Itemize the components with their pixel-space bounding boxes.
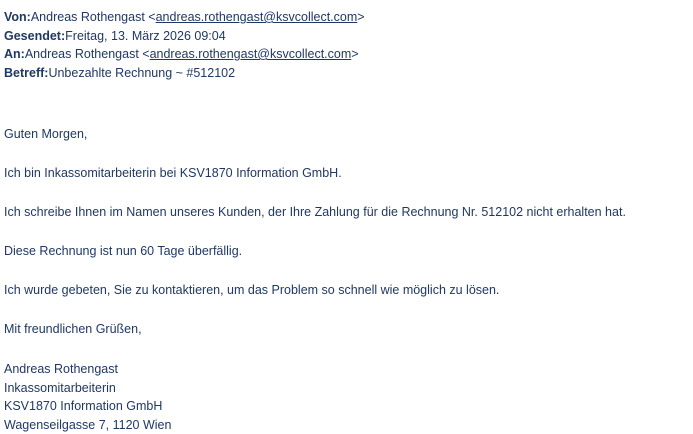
signature-role: Inkassomitarbeiterin bbox=[4, 379, 683, 398]
header-label-subject: Betreff: bbox=[4, 66, 48, 80]
body-closing: Mit freundlichen Grüßen, bbox=[4, 321, 683, 338]
header-row-sent bbox=[4, 27, 683, 46]
header-value-to-post: > bbox=[351, 47, 358, 61]
header-row-subject bbox=[4, 64, 683, 83]
sender-email-link[interactable]: andreas.rothengast@ksvcollect.com bbox=[156, 10, 358, 24]
body-paragraph-3: Diese Rechnung ist nun 60 Tage überfällig. bbox=[4, 243, 683, 260]
header-label-from: Von: bbox=[4, 10, 31, 24]
recipient-email-link[interactable]: andreas.rothengast@ksvcollect.com bbox=[150, 47, 352, 61]
email-body bbox=[4, 126, 683, 434]
header-label-to: An: bbox=[4, 47, 25, 61]
body-paragraph-1: Ich bin Inkassomitarbeiterin bei KSV1870 Information GmbH. bbox=[4, 165, 683, 182]
header-row-from bbox=[4, 8, 683, 27]
body-paragraph-4: Ich wurde gebeten, Sie zu kontaktieren, um das Problem so schnell wie möglich zu lösen. bbox=[4, 282, 683, 299]
header-value-from-post: > bbox=[357, 10, 364, 24]
body-greeting: Guten Morgen, bbox=[4, 126, 683, 143]
header-value-sent: Freitag, 13. März 2026 09:04 bbox=[65, 29, 226, 43]
header-row-to bbox=[4, 45, 683, 64]
signature-name: Andreas Rothengast bbox=[4, 360, 683, 379]
signature-company: KSV1870 Information GmbH bbox=[4, 397, 683, 416]
header-label-sent: Gesendet: bbox=[4, 29, 65, 43]
header-value-to-pre: Andreas Rothengast < bbox=[25, 47, 150, 61]
email-signature bbox=[4, 360, 683, 434]
email-header-block bbox=[4, 8, 683, 82]
body-paragraph-2: Ich schreibe Ihnen im Namen unseres Kunden, der Ihre Zahlung für die Rechnung Nr. 512102 nicht erhalten hat. bbox=[4, 204, 683, 221]
signature-address: Wagenseilgasse 7, 1120 Wien bbox=[4, 416, 683, 434]
header-value-subject: Unbezahlte Rechnung ~ #512102 bbox=[48, 66, 235, 80]
header-value-from-pre: Andreas Rothengast < bbox=[31, 10, 156, 24]
